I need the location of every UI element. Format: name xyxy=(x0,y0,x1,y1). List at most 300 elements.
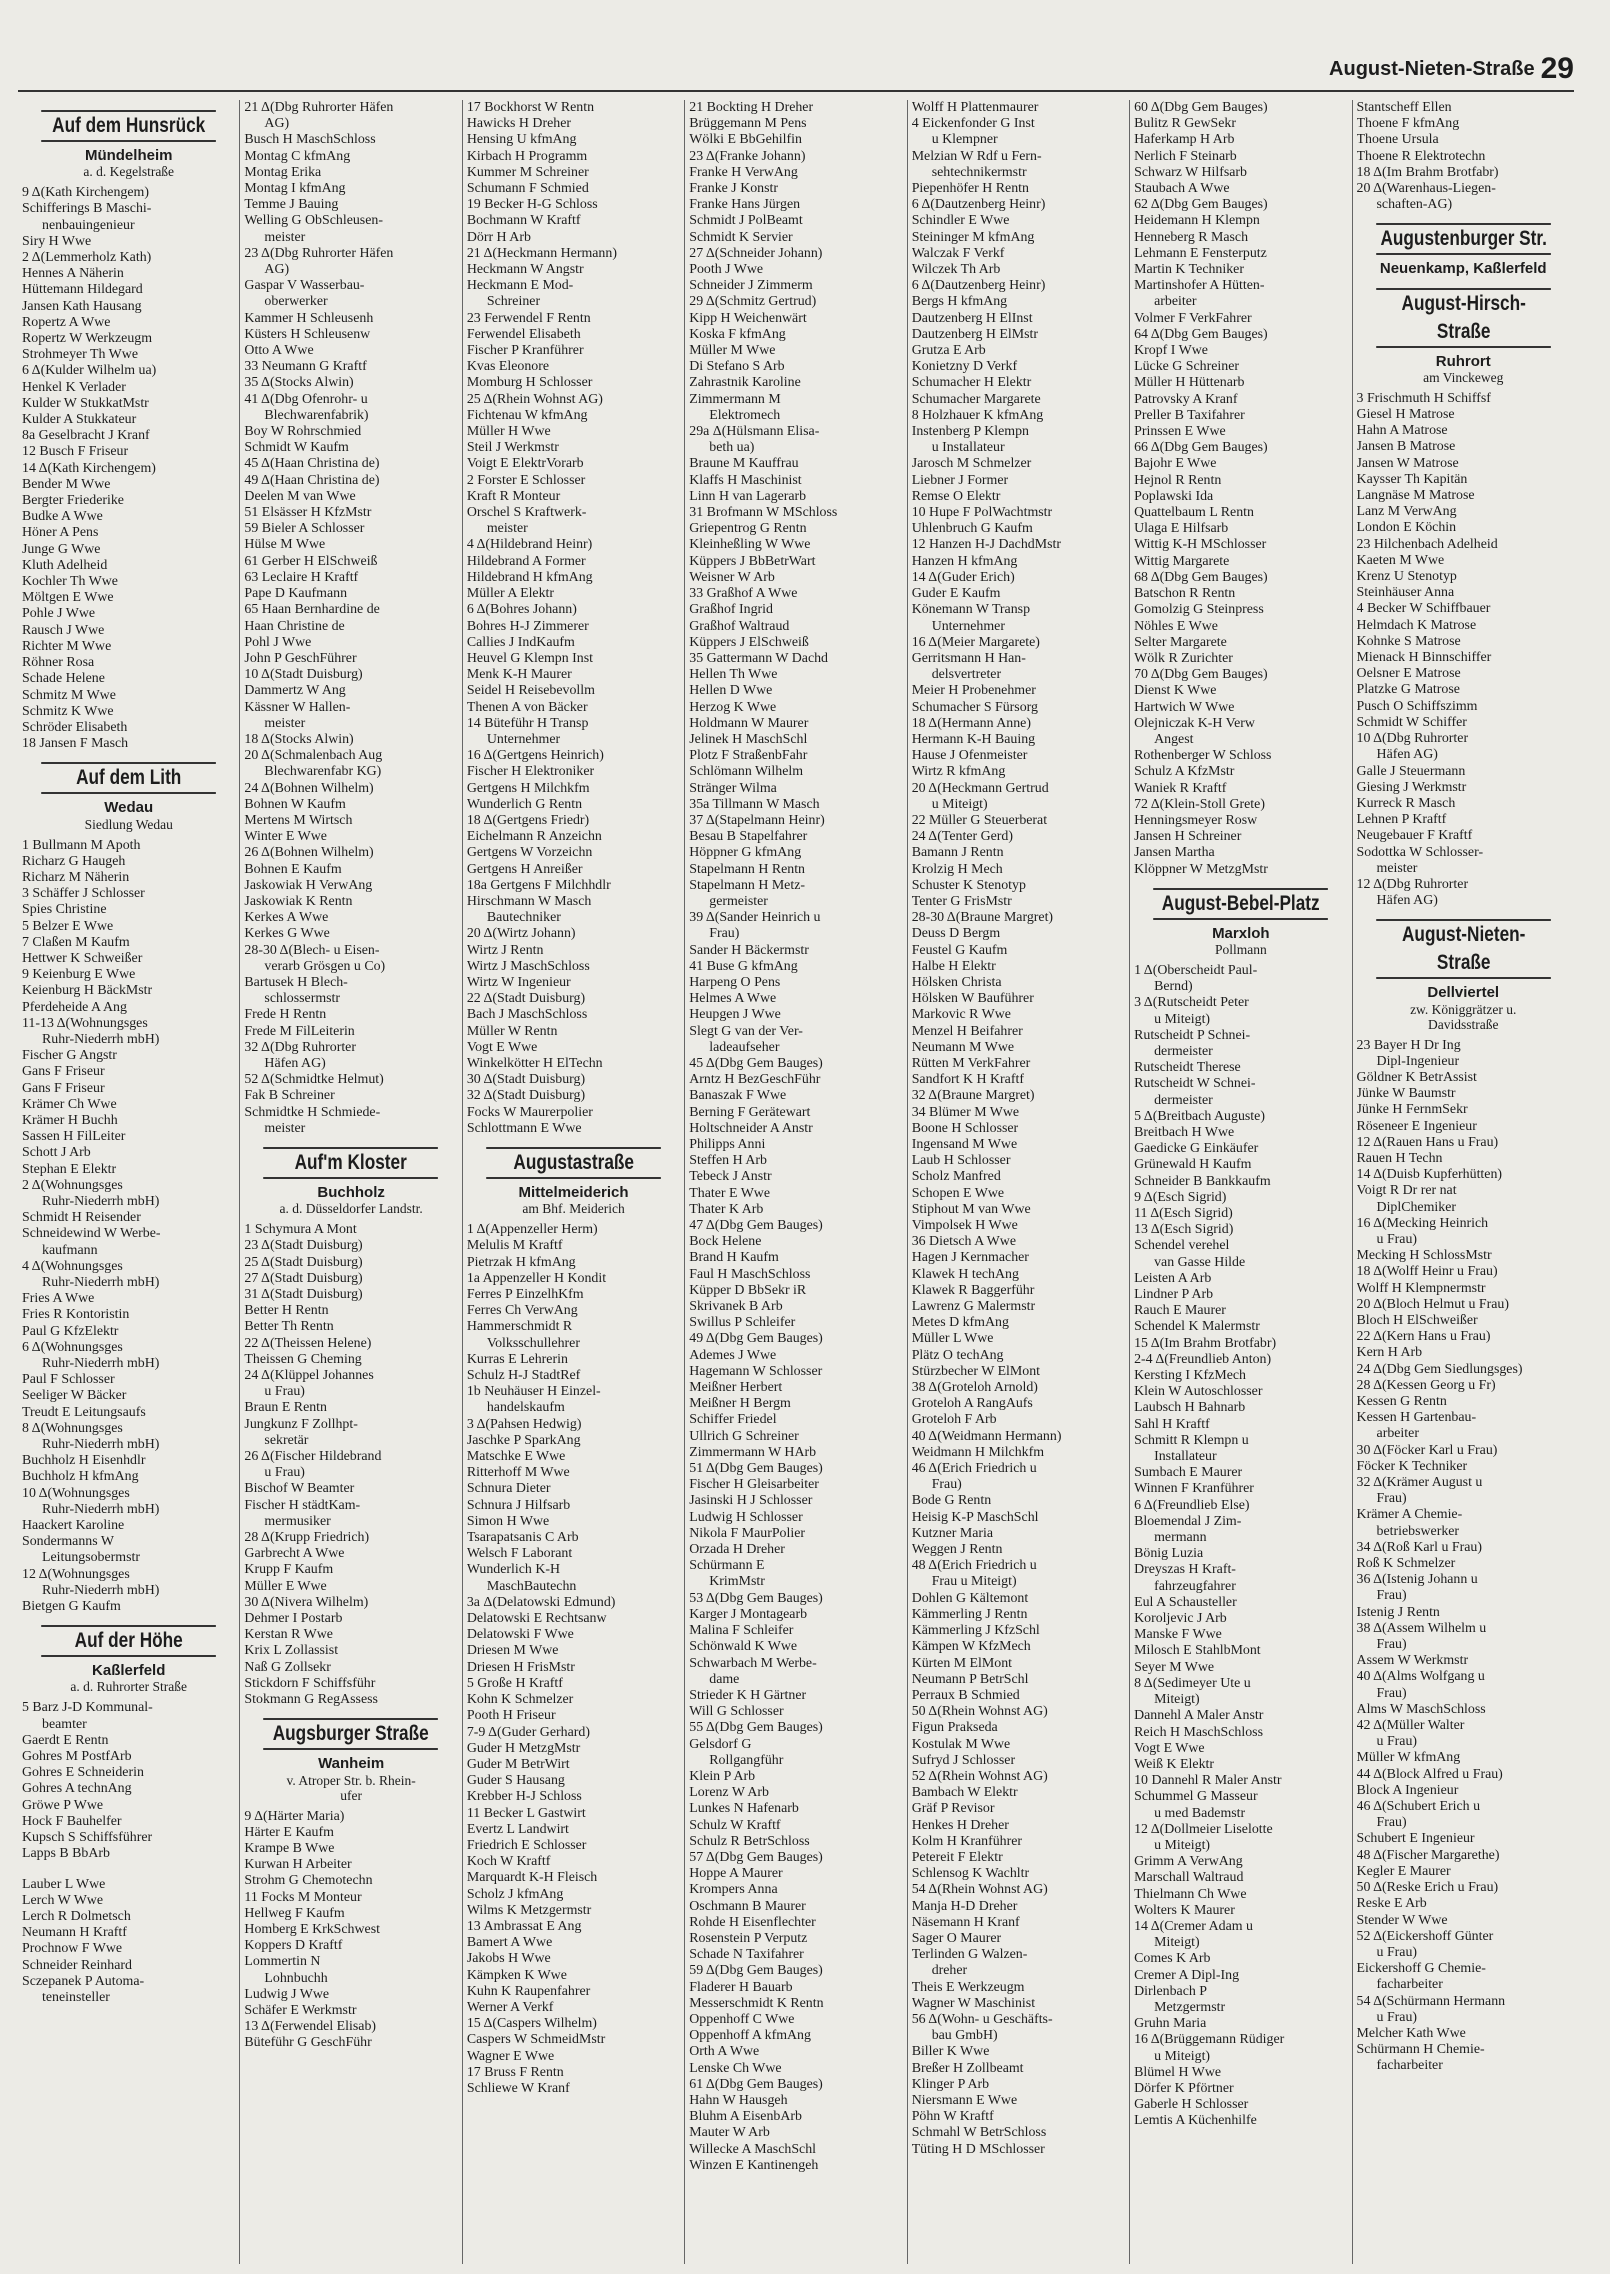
directory-entry: Stokmann G RegAssess xyxy=(244,1692,378,1708)
directory-entry: Rollgangführ xyxy=(709,1752,784,1768)
directory-entry: Block A Ingenieur xyxy=(1356,1782,1459,1798)
directory-entry: Swillus P Schleifer xyxy=(689,1315,796,1331)
directory-entry: Schlottmann E Wwe xyxy=(466,1120,582,1136)
directory-entry: Neumann P BetrSchl xyxy=(911,1671,1029,1687)
directory-entry: 9 Keienburg E Wwe xyxy=(22,967,136,983)
directory-entry: Jünke W Baumstr xyxy=(1356,1086,1456,1102)
directory-entry: arbeiter xyxy=(1154,294,1197,310)
directory-entry: 32 Δ(Braune Margret) xyxy=(911,1088,1035,1104)
directory-entry: Halbe H Elektr xyxy=(911,958,996,974)
directory-entry: Hildebrand A Former xyxy=(466,553,586,569)
directory-entry: Graßhof Ingrid xyxy=(689,602,773,618)
directory-entry: u Miteigt) xyxy=(931,796,988,812)
directory-entry: AG) xyxy=(264,262,290,278)
directory-entry: u Frau) xyxy=(1376,1944,1418,1960)
directory-entry: Stapelmann H Metz- xyxy=(689,877,805,893)
directory-entry: Laubsch H Bahnarb xyxy=(1134,1400,1246,1416)
directory-entry: Fries A Wwe xyxy=(22,1291,95,1307)
directory-entry: Messerschmidt K Rentn xyxy=(689,1995,824,2011)
directory-entry: Treudt E Leitungsaufs xyxy=(22,1404,146,1420)
directory-entry: Sczepanek P Automa- xyxy=(22,1973,145,1989)
directory-entry: 16 Δ(Brüggemann Rüdiger xyxy=(1134,2032,1285,2048)
directory-entry: Schmidt J PolBeamt xyxy=(689,213,803,229)
directory-entry: Bluhm A EisenbArb xyxy=(689,2109,802,2125)
directory-entry: Bock Helene xyxy=(689,1234,762,1250)
directory-entry: 45 Δ(Dbg Gem Bauges) xyxy=(689,1055,823,1071)
directory-entry: Helmdach K Matrose xyxy=(1356,617,1477,633)
directory-entry: Winnen F Kranführer xyxy=(1134,1481,1254,1497)
street-district: Dellviertel xyxy=(1427,984,1500,1002)
directory-entry: Bach J MaschSchloss xyxy=(466,1007,588,1023)
directory-entry: Manske F Wwe xyxy=(1134,1627,1222,1643)
directory-entry: Menk K-H Maurer xyxy=(466,667,572,683)
directory-entry: Steininger M kfmAng xyxy=(911,229,1035,245)
directory-entry: Stephan E Elektr xyxy=(22,1161,117,1177)
directory-entry: Oppenhoff C Wwe xyxy=(689,2011,795,2027)
directory-entry: Temme J Bauing xyxy=(244,197,339,213)
directory-entry: 35 Δ(Stocks Alwin) xyxy=(244,375,354,391)
directory-entry: Wölk R Zurichter xyxy=(1134,650,1233,666)
directory-entry: Kuhn K Raupenfahrer xyxy=(466,1983,591,1999)
directory-entry: Frau) xyxy=(1376,1491,1407,1507)
directory-entry: Härter E Kaufm xyxy=(244,1824,334,1840)
directory-entry: Jakobs H Wwe xyxy=(466,1951,551,1967)
directory-entry: London E Köchin xyxy=(1356,520,1457,536)
directory-entry: Heckmann W Angstr xyxy=(466,262,584,278)
directory-entry: 52 Δ(Eickershoff Günter xyxy=(1356,1928,1494,1944)
directory-entry: 6 Δ(Kulder Wilhelm ua) xyxy=(22,363,157,379)
directory-entry: Braune M Kauffrau xyxy=(689,456,799,472)
directory-entry: sehtechnikermstr xyxy=(931,164,1027,180)
directory-entry: 11 Δ(Esch Sigrid) xyxy=(1134,1206,1233,1221)
directory-entry: Schade Helene xyxy=(22,671,105,687)
directory-entry: Müller E Wwe xyxy=(244,1578,327,1594)
directory-entry: Wirtz J Rentn xyxy=(466,942,544,958)
directory-entry: Schmitz M Wwe xyxy=(22,687,116,703)
directory-entry: Fladerer H Bauarb xyxy=(689,1979,793,1995)
directory-entry: Bohnen W Kaufm xyxy=(244,796,346,812)
directory-entry: 24 Δ(Klüppel Johannes xyxy=(244,1368,374,1384)
directory-entry: 10 Δ(Dbg Ruhrorter xyxy=(1356,731,1469,747)
directory-entry: 23 Hilchenbach Adelheid xyxy=(1356,536,1498,552)
directory-entry: meister xyxy=(486,521,528,537)
directory-entry: 23 Δ(Dbg Ruhrorter Häfen xyxy=(244,245,394,261)
directory-entry: Installateur xyxy=(1154,1449,1217,1465)
directory-entry: 30 Δ(Stadt Duisburg) xyxy=(466,1072,586,1088)
directory-entry: Krebber H-J Schloss xyxy=(466,1789,582,1805)
directory-entry: 33 Neumann G Kraftf xyxy=(244,359,367,375)
directory-entry: sekretär xyxy=(264,1432,309,1448)
directory-entry: Winkelkötter H ElTechn xyxy=(466,1055,603,1071)
directory-entry: Kupsch S Schiffsführer xyxy=(22,1830,153,1846)
directory-entry: Lawrenz G Malermstr xyxy=(911,1299,1036,1315)
directory-columns xyxy=(18,100,1574,2264)
directory-entry: 12 Busch F Friseur xyxy=(22,444,129,460)
directory-entry: Sassen H FilLeiter xyxy=(22,1129,126,1145)
directory-entry: 1 Bullmann M Apoth xyxy=(22,837,141,853)
directory-entry: 51 Δ(Dbg Gem Bauges) xyxy=(689,1461,823,1477)
directory-entry: Schumann F Schmied xyxy=(466,181,589,197)
directory-entry: 38 Δ(Groteloh Arnold) xyxy=(911,1380,1038,1396)
directory-entry: 34 Blümer M Wwe xyxy=(911,1104,1020,1120)
directory-entry: Rutscheidt P Schnei- xyxy=(1134,1027,1251,1043)
directory-entry: Dannehl A Maler Anstr xyxy=(1134,1708,1264,1724)
street-header xyxy=(244,1718,457,1802)
directory-entry: Prinssen E Wwe xyxy=(1134,424,1226,440)
directory-entry: meister xyxy=(264,229,306,245)
directory-entry: 33 Graßhof A Wwe xyxy=(689,586,798,602)
directory-entry: Lanz M VerwAng xyxy=(1356,504,1457,520)
directory-entry: Zimmermann W HArb xyxy=(689,1444,817,1460)
directory-entry: 13 Ambrassat E Ang xyxy=(466,1918,582,1934)
directory-entry: Guder H MetzgMstr xyxy=(466,1740,581,1756)
directory-entry: Hock F Bauhelfer xyxy=(22,1813,122,1829)
directory-entry: Haferkamp H Arb xyxy=(1134,132,1235,148)
directory-entry: Konietzny D Verkf xyxy=(911,359,1018,375)
directory-entry: 30 Δ(Föcker Karl u Frau) xyxy=(1356,1442,1498,1458)
directory-entry: Bohnen E Kaufm xyxy=(244,861,342,877)
directory-entry: 16 Δ(Gertgens Heinrich) xyxy=(466,748,604,764)
directory-entry: 20 Δ(Warenhaus-Liegen- xyxy=(1356,181,1496,197)
directory-entry: Breitbach H Wwe xyxy=(1134,1124,1235,1140)
directory-entry: Poplawski Ida xyxy=(1134,488,1214,504)
directory-entry: 8 Δ(Wohnungsges xyxy=(22,1420,123,1436)
directory-entry: schlossermstr xyxy=(264,991,341,1007)
directory-entry: Weidmann H Milchkfm xyxy=(911,1444,1045,1460)
directory-entry: Jelinek H MaschSchl xyxy=(689,731,808,747)
directory-entry: Arntz H BezGeschFühr xyxy=(689,1072,821,1088)
directory-entry: 28 Δ(Krupp Friedrich) xyxy=(244,1530,370,1546)
directory-entry: 18 Δ(Gertgens Friedr) xyxy=(466,812,590,828)
directory-entry: 55 Δ(Dbg Gem Bauges) xyxy=(689,1720,823,1736)
directory-entry: Dirlenbach P xyxy=(1134,1983,1208,1999)
directory-entry: Harpeng O Pens xyxy=(689,974,781,990)
directory-entry: 24 Δ(Dbg Gem Siedlungsges) xyxy=(1356,1361,1523,1377)
directory-entry: Thater E Wwe xyxy=(689,1185,770,1201)
directory-entry: Pohle J Wwe xyxy=(22,606,96,622)
directory-entry: 52 Δ(Rhein Wohnst AG) xyxy=(911,1768,1048,1784)
street-location: ufer xyxy=(340,1787,362,1803)
directory-entry: Krenz U Stenotyp xyxy=(1356,569,1457,585)
directory-entry: Ruhr-Niederrh mbH) xyxy=(42,1501,160,1517)
directory-entry: Ademes J Wwe xyxy=(689,1347,777,1363)
directory-entry: Sumbach E Maurer xyxy=(1134,1465,1243,1481)
directory-entry: 32 Δ(Krämer August u xyxy=(1356,1475,1483,1491)
directory-entry: Bochmann W Kraftf xyxy=(466,213,581,229)
directory-entry: Steffen H Arb xyxy=(689,1153,767,1169)
directory-entry: u med Bademstr xyxy=(1154,1805,1246,1821)
street-header xyxy=(244,1147,457,1216)
directory-entry: Schönwald K Wwe xyxy=(689,1639,798,1655)
directory-entry: Grünewald H Kaufm xyxy=(1134,1157,1252,1173)
directory-entry: Schiffer Friedel xyxy=(689,1412,777,1428)
directory-entry: 32 Δ(Dbg Ruhrorter xyxy=(244,1039,356,1055)
directory-entry: Strohmeyer Th Wwe xyxy=(22,347,138,363)
directory-entry: Martin K Techniker xyxy=(1134,262,1244,278)
directory-entry: Dautzenberg H ElMstr xyxy=(911,326,1038,342)
directory-entry: Steinhäuser Anna xyxy=(1356,585,1455,601)
directory-entry: 46 Δ(Erich Friedrich u xyxy=(911,1461,1037,1477)
directory-entry: Elektromech xyxy=(709,407,781,423)
directory-entry: Rosenstein P Verputz xyxy=(689,1930,808,1946)
directory-entry: 3a Δ(Delatowski Edmund) xyxy=(466,1594,616,1610)
directory-entry: Kohnke S Matrose xyxy=(1356,633,1461,649)
street-name: Auf dem Lith xyxy=(41,762,216,794)
directory-entry: Bamann J Rentn xyxy=(911,845,1004,861)
directory-entry: 31 Δ(Stadt Duisburg) xyxy=(244,1287,363,1303)
street-location: v. Atroper Str. b. Rhein- xyxy=(286,1772,416,1788)
directory-entry: Welling G ObSchleusen- xyxy=(244,213,383,229)
directory-entry: Kleinheßling W Wwe xyxy=(689,537,811,553)
directory-entry: Miteigt) xyxy=(1154,1692,1200,1708)
directory-entry: Malina F Schleifer xyxy=(689,1623,794,1639)
directory-entry: Dammertz W Ang xyxy=(244,683,346,699)
directory-entry: Richter M Wwe xyxy=(22,638,112,654)
directory-entry: 41 Δ(Dbg Ofenrohr- u xyxy=(244,391,368,407)
directory-entry: Haackert Karoline xyxy=(22,1518,125,1534)
directory-entry: Focks W Maurerpolier xyxy=(466,1104,593,1120)
directory-entry: bau GmbH) xyxy=(931,2028,998,2044)
directory-entry: Stürzbecher W ElMont xyxy=(911,1363,1041,1379)
directory-entry: Hölsken Christa xyxy=(911,974,1002,990)
street-name: Auf dem Hunsrück xyxy=(41,110,216,142)
directory-entry: MaschBautechn xyxy=(486,1578,577,1594)
directory-entry: Patrovsky A Kranf xyxy=(1134,391,1238,407)
directory-entry: Dörr H Arb xyxy=(466,229,531,245)
directory-entry: Voigt E ElektrVorarb xyxy=(466,456,584,472)
directory-entry: Braun E Rentn xyxy=(244,1400,327,1416)
directory-entry: schaften-AG) xyxy=(1376,197,1453,213)
directory-entry: Lauber L Wwe xyxy=(22,1876,106,1892)
directory-entry: Franke J Konstr xyxy=(689,181,779,197)
directory-entry: Rausch J Wwe xyxy=(22,622,105,638)
directory-entry: 12 Δ(Dbg Ruhrorter xyxy=(1356,876,1469,892)
directory-entry: Schmidt W Kaufm xyxy=(244,440,349,456)
directory-entry: Heupgen J Wwe xyxy=(689,1007,781,1023)
directory-entry: Gohres A technAng xyxy=(22,1781,132,1797)
directory-entry: Kolm H Kranführer xyxy=(911,1833,1023,1849)
directory-entry: Kulder W StukkatMstr xyxy=(22,395,149,411)
directory-entry: Krix L Zollassist xyxy=(244,1643,339,1659)
directory-entry: 17 Bockhorst W Rentn xyxy=(466,100,595,115)
directory-entry: 32 Δ(Stadt Duisburg) xyxy=(466,1088,586,1104)
directory-entry: 15 Δ(Im Brahm Brotfabr) xyxy=(1134,1335,1277,1351)
directory-entry: 7-9 Δ(Guder Gerhard) xyxy=(466,1724,590,1740)
directory-entry: Alms W MaschSchloss xyxy=(1356,1701,1486,1717)
directory-entry: dreher xyxy=(931,1963,968,1979)
directory-entry: Schifferings B Maschi- xyxy=(22,201,152,217)
directory-entry: 1a Appenzeller H Kondit xyxy=(466,1270,607,1286)
directory-entry: 53 Δ(Dbg Gem Bauges) xyxy=(689,1590,823,1606)
directory-entry: Otto A Wwe xyxy=(244,343,314,359)
directory-entry: Petereit F Elektr xyxy=(911,1849,1003,1865)
directory-entry: Staubach A Wwe xyxy=(1134,181,1230,197)
directory-entry: Momburg H Schlosser xyxy=(466,375,593,391)
directory-entry: Thoene R Elektrotechn xyxy=(1356,148,1486,164)
directory-entry: Mecking H SchlossMstr xyxy=(1356,1248,1492,1264)
directory-entry: Leisten A Arb xyxy=(1134,1270,1212,1286)
directory-entry: Wunderlich K-H xyxy=(466,1562,561,1578)
directory-entry: 17 Bruss F Rentn xyxy=(466,2064,564,2080)
directory-entry: Deuss D Bergm xyxy=(911,926,1001,942)
directory-entry: Weiß K Elektr xyxy=(1134,1756,1214,1772)
directory-entry: Ruhr-Niederrh mbH) xyxy=(42,1437,160,1453)
directory-entry: Budke A Wwe xyxy=(22,509,103,525)
directory-entry: Unternehmer xyxy=(486,731,561,747)
directory-entry: Roß K Schmelzer xyxy=(1356,1556,1456,1572)
street-district: Wedau xyxy=(104,799,154,817)
directory-entry: Willecke A MaschSchl xyxy=(689,2141,817,2157)
directory-entry: Schreiner xyxy=(486,294,541,310)
directory-entry: Vogt E Wwe xyxy=(466,1039,538,1055)
directory-entry: Dehmer I Postarb xyxy=(244,1611,343,1627)
street-location: a. d. Ruhrorter Straße xyxy=(70,1679,187,1695)
directory-entry: Hüttemann Hildegard xyxy=(22,282,143,298)
directory-entry: Müller W Rentn xyxy=(466,1023,558,1039)
directory-entry: Bode G Rentn xyxy=(911,1493,992,1509)
directory-entry: Prochnow F Wwe xyxy=(22,1941,123,1957)
directory-entry: Gelsdorf G xyxy=(689,1736,752,1752)
directory-entry: Liebner J Former xyxy=(911,472,1009,488)
directory-entry: 1 Δ(Oberscheidt Paul- xyxy=(1134,962,1258,978)
directory-entry: Schlömann Wilhelm xyxy=(689,764,804,780)
directory-entry: Jarosch M Schmelzer xyxy=(911,456,1032,472)
directory-entry: Gohres E Schneiderin xyxy=(22,1765,144,1781)
directory-entry: Nöhles E Wwe xyxy=(1134,618,1218,634)
directory-entry: mermusiker xyxy=(264,1513,331,1529)
directory-entry: Melzian W Rdf u Fern- xyxy=(911,148,1042,164)
directory-entry: u Miteigt) xyxy=(1154,2048,1211,2064)
directory-column xyxy=(18,100,239,2264)
directory-entry: Buchholz H kfmAng xyxy=(22,1469,139,1485)
directory-entry: Nerlich F Steinarb xyxy=(1134,148,1237,164)
directory-entry: beth ua) xyxy=(709,440,755,456)
directory-entry: Holdmann W Maurer xyxy=(689,715,809,731)
directory-entry: Könemann W Transp xyxy=(911,602,1031,618)
directory-entry: Paul G KfzElektr xyxy=(22,1323,119,1339)
directory-entry: Kvas Eleonore xyxy=(466,359,550,375)
directory-entry: Terlinden G Walzen- xyxy=(911,1947,1028,1963)
directory-entry: u Frau) xyxy=(1376,2009,1418,2025)
directory-entry: Bautechniker xyxy=(486,910,561,926)
directory-entry: 49 Δ(Dbg Gem Bauges) xyxy=(689,1331,823,1347)
directory-entry: 11-13 Δ(Wohnungsges xyxy=(22,1015,148,1031)
directory-entry: Skrivanek B Arb xyxy=(689,1299,783,1315)
directory-entry: AG) xyxy=(264,116,290,132)
directory-entry: Krampe B Wwe xyxy=(244,1840,335,1856)
directory-entry: Figun Prakseda xyxy=(911,1720,998,1736)
directory-entry: Heisig K-P MaschSchl xyxy=(911,1509,1039,1525)
directory-entry: Schlensog K Wachltr xyxy=(911,1866,1030,1882)
directory-entry: 28-30 Δ(Blech- u Eisen- xyxy=(244,942,380,958)
directory-entry: Lunkes N Hafenarb xyxy=(689,1801,799,1817)
directory-entry: Schummel G Masseur xyxy=(1134,1789,1258,1805)
directory-entry: Richarz G Haugeh xyxy=(22,853,126,869)
page-number: 29 xyxy=(1540,52,1574,85)
directory-entry: Cremer A Dipl-Ing xyxy=(1134,1967,1240,1983)
directory-entry: Wunderlich G Rentn xyxy=(466,796,583,812)
directory-entry: Oschmann B Maurer xyxy=(689,1898,806,1914)
directory-entry: Bergter Friederike xyxy=(22,493,124,509)
directory-entry: Plätz O techAng xyxy=(911,1347,1004,1363)
directory-entry: Pape D Kaufmann xyxy=(244,586,348,602)
directory-entry: u Frau) xyxy=(264,1384,305,1400)
directory-entry: u Miteigt) xyxy=(1154,1011,1211,1027)
directory-entry: 63 Leclaire H Kraftf xyxy=(244,569,359,585)
directory-entry: Marquardt K-H Fleisch xyxy=(466,1870,598,1886)
directory-entry: 35a Tillmann W Masch xyxy=(689,796,820,812)
directory-entry: 42 Δ(Müller Walter xyxy=(1356,1718,1465,1734)
directory-entry: 3 Δ(Rutscheidt Peter xyxy=(1134,995,1249,1011)
directory-entry: Klöppner W MetzgMstr xyxy=(1134,861,1268,877)
directory-entry: Sahl H Kraftf xyxy=(1134,1416,1210,1432)
directory-entry: Kropf I Wwe xyxy=(1134,343,1208,359)
directory-entry: Frede H Rentn xyxy=(244,1007,327,1023)
directory-entry: dermeister xyxy=(1154,1092,1213,1108)
directory-entry: 1b Neuhäuser H Einzel- xyxy=(466,1384,601,1400)
directory-entry: Bender M Wwe xyxy=(22,476,111,492)
directory-entry: Sufryd J Schlosser xyxy=(911,1752,1016,1768)
directory-entry: u Installateur xyxy=(931,440,1005,456)
street-name: August-Nieten-Straße xyxy=(1376,919,1551,979)
directory-entry: Schürmann H Chemie- xyxy=(1356,2042,1485,2058)
directory-entry: Deelen M van Wwe xyxy=(244,488,356,504)
directory-entry: Küpper D BbSekr iR xyxy=(689,1282,807,1298)
directory-entry: Höner A Pens xyxy=(22,525,99,541)
directory-entry: Schade N Taxifahrer xyxy=(689,1947,804,1963)
directory-entry: Stapelmann H Rentn xyxy=(689,861,806,877)
directory-entry: Niersmann E Wwe xyxy=(911,2092,1018,2108)
directory-entry: Stränger Wilma xyxy=(689,780,777,796)
directory-entry: Kurreck R Masch xyxy=(1356,795,1456,811)
directory-entry: Hermann K-H Bauing xyxy=(911,731,1036,747)
directory-column xyxy=(239,100,461,2264)
directory-entry: Kessen H Gartenbau- xyxy=(1356,1410,1477,1426)
directory-entry: Kässner W Hallen- xyxy=(244,699,351,715)
directory-entry: Herzog K Wwe xyxy=(689,699,777,715)
directory-entry: 18 Δ(Wolff Heinr u Frau) xyxy=(1356,1264,1498,1280)
directory-entry: 9 Δ(Kath Kirchengem) xyxy=(22,185,149,201)
directory-entry: Platzke G Matrose xyxy=(1356,682,1460,698)
directory-entry: Weggen J Rentn xyxy=(911,1542,1003,1558)
directory-entry: 64 Δ(Dbg Gem Bauges) xyxy=(1134,326,1268,342)
directory-entry: Häfen AG) xyxy=(1376,893,1438,909)
directory-entry: Istenig J Rentn xyxy=(1356,1604,1440,1620)
directory-entry: meister xyxy=(264,1120,306,1136)
directory-entry: 10 Dannehl R Maler Anstr xyxy=(1134,1773,1282,1789)
directory-entry: Galle J Steuermann xyxy=(1356,763,1466,779)
directory-entry: Scholz J kfmAng xyxy=(466,1886,564,1902)
street-header xyxy=(1357,223,1570,277)
directory-entry: Jaskowiak H VerwAng xyxy=(244,877,373,893)
directory-entry: 62 Δ(Dbg Gem Bauges) xyxy=(1134,197,1268,213)
directory-entry: Leitungsobermstr xyxy=(42,1550,140,1566)
street-location: Siedlung Wedau xyxy=(84,816,173,832)
street-name: Auf der Höhe xyxy=(41,1625,216,1657)
directory-entry: Meier H Probenehmer xyxy=(911,683,1036,699)
directory-entry: Fischer P Kranführer xyxy=(466,343,584,359)
directory-entry: Gröwe P Wwe xyxy=(22,1797,104,1813)
street-district: Neuenkamp, Kaßlerfeld xyxy=(1379,260,1547,278)
directory-entry: Hennes A Näherin xyxy=(22,266,124,282)
directory-entry: Scholz Manfred xyxy=(911,1169,1001,1185)
directory-entry: Henkes H Dreher xyxy=(911,1817,1009,1833)
directory-entry: Krämer A Chemie- xyxy=(1356,1507,1463,1523)
directory-entry: Krompers Anna xyxy=(689,1882,778,1898)
directory-entry: Müller L Wwe xyxy=(911,1331,994,1347)
directory-entry: Hause J Ofenmeister xyxy=(911,748,1028,764)
directory-entry: Ferres P EinzelhKfm xyxy=(466,1287,584,1303)
